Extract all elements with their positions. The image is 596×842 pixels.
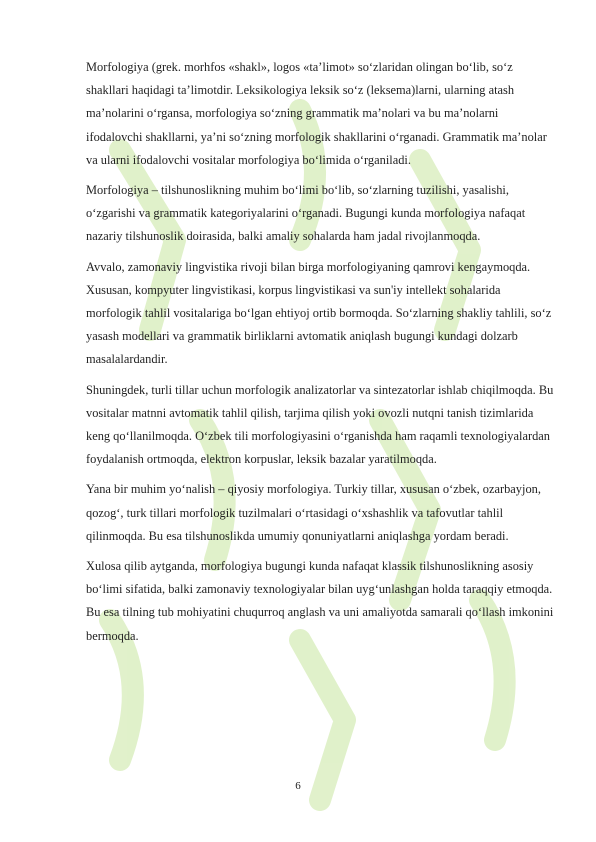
paragraph: Morfologiya (grek. morhfos «shakl», logos «ta’limot» so‘zlaridan olingan bo‘lib, so‘z shakllari haqidagi ta’limotdir. Leksikologiya leksik so‘z (leksema)larni, ularning atash ma’nolarini o‘rgansa, morfologiya so‘zning grammatik ma’nolari va bu ma’nolarni ifodalovchi shakllarni, ya’ni so‘zning morfologik shakllarini o‘rganadi. Grammatik ma’nolar va ularni ifodalovchi vositalar morfologiya bo‘limida o‘rganiladi. <box>86 60 547 167</box>
paragraph: Avvalo, zamonaviy lingvistika rivoji bilan birga morfologiyaning qamrovi kengaymoqda. Xususan, kompyuter lingvistikasi, korpus lingvistikasi va sun'iy intellekt sohalarida morfologik tahlil vositalariga bo‘lgan ehtiyoj ortib bormoqda. So‘zlarning shakliy tahlili, so‘z yasash modellari va grammatik birliklarni avtomatik aniqlash bugungi kundagi dolzarb masalalardandir. <box>86 259 552 367</box>
watermark-glyph-7 <box>300 640 345 800</box>
page-number: 6 <box>295 780 301 792</box>
paragraph: Xulosa qilib aytganda, morfologiya bugungi kunda nafaqat klassik tilshunoslikning asosiy bo‘limi sifatida, balki zamonaviy texnologiyalar bilan uyg‘unlashgan holda taraqqiy etmoqda. Bu esa tilning tub mohiyatini chuqurroq anglash va uni amaliyotda samarali qo‘llash imkonini bermoqda. <box>86 559 554 643</box>
paragraph: Yana bir muhim yo‘nalish – qiyosiy morfologiya. Turkiy tillar, xususan o‘zbek, ozarbayjon, qozog‘, turk tillari morfologik tuzilmalari o‘rtasidagi o‘xshashlik va tafovutlar tahlil qilinmoqda. Bu esa tilshunoslikda umumiy qonuniyatlarni aniqlashga yordam beradi. <box>86 482 541 543</box>
document-body <box>86 56 556 655</box>
paragraph: Morfologiya – tilshunoslikning muhim bo‘limi bo‘lib, so‘zlarning tuzilishi, yasalishi, o‘zgarishi va grammatik kategoriyalarini o‘rganadi. Bugungi kunda morfologiya nafaqat nazariy tilshunoslik doirasida, balki amaliy sohalarda ham jadal rivojlanmoqda. <box>86 183 526 244</box>
paragraph: Shuningdek, turli tillar uchun morfologik analizatorlar va sintezatorlar ishlab chiqilmoqda. Bu vositalar matnni avtomatik tahlil qilish, tarjima qilish yoki ovozli nutqni tanish tizimlarida keng qo‘llanilmoqda. O‘zbek tili morfologiyasini o‘rganishda ham raqamli texnologiyalardan foydalanish ortmoqda, elektron korpuslar, leksik bazalar yaratilmoqda. <box>86 382 554 467</box>
